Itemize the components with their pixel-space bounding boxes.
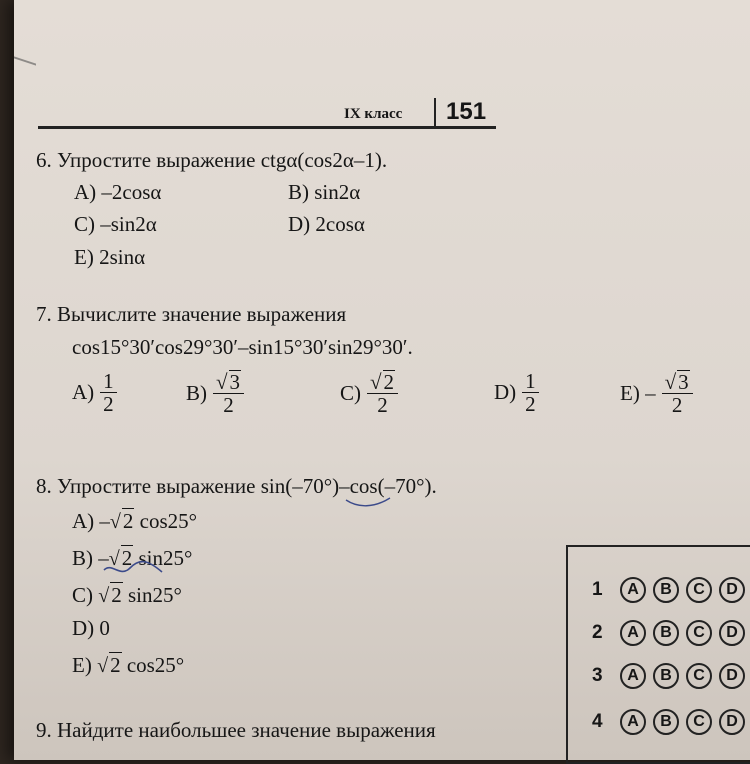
radicand: 2 [121, 546, 133, 570]
q9-question: 9. Найдите наибольшее значение выражения [36, 718, 436, 742]
bubble-b[interactable]: B [653, 577, 679, 603]
answer-row-3 [592, 663, 750, 689]
answer-sheet [566, 545, 750, 764]
option-prefix: E) [72, 653, 98, 677]
fraction [100, 370, 117, 415]
option-letter: B) [186, 380, 207, 405]
bubble-c[interactable]: C [686, 709, 712, 735]
q6-option-d: D) 2cosα [288, 212, 365, 236]
fraction [522, 370, 539, 415]
page-number: 151 [446, 98, 487, 125]
q8-option-a [72, 508, 197, 534]
option-suffix: cos25° [134, 509, 198, 533]
q7-option-b [186, 370, 244, 416]
header-class-label: IX класс [344, 106, 403, 122]
option-suffix: sin25° [122, 583, 182, 607]
numerator [522, 370, 539, 393]
sqrt-symbol: √ [108, 548, 120, 570]
option-prefix: C) [72, 583, 99, 607]
numerator [367, 370, 398, 394]
row-number: 4 [592, 711, 603, 732]
bubble-d[interactable]: D [719, 620, 745, 646]
denominator: 2 [377, 393, 388, 417]
fraction [367, 370, 398, 416]
q8-option-e [72, 652, 184, 678]
bubble-a[interactable]: A [620, 577, 646, 603]
bubble-b[interactable]: B [653, 709, 679, 735]
bubble-c[interactable]: C [686, 620, 712, 646]
row-number: 3 [592, 665, 603, 686]
q7-option-a [72, 370, 117, 415]
numerator [662, 370, 693, 394]
q8-question: 8. Упростите выражение sin(–70°)–cos(–70°). [36, 474, 437, 498]
q6-option-b: B) sin2α [288, 180, 361, 204]
answer-row-2 [592, 620, 750, 646]
option-prefix: A) – [72, 509, 110, 533]
pen-scribble-mark [102, 556, 172, 582]
radicand: 2 [110, 653, 121, 677]
q7-expression: cos15°30′cos29°30′–sin15°30′sin29°30′. [72, 335, 413, 359]
bubble-d[interactable]: D [719, 663, 745, 689]
q6-option-e: E) 2sinα [74, 245, 146, 269]
fraction [213, 370, 244, 416]
radicand: 2 [122, 509, 134, 533]
denominator: 2 [525, 392, 536, 416]
page-edge-mark [14, 56, 36, 95]
bubble-c[interactable]: C [686, 577, 712, 603]
q8-option-d: D) 0 [72, 616, 110, 640]
numerator-value: 1 [103, 369, 114, 393]
option-letter: A) [72, 380, 95, 404]
sqrt-symbol: √ [109, 511, 121, 533]
bubble-a[interactable]: A [620, 663, 646, 689]
numerator-value: 2 [383, 370, 395, 394]
denominator: 2 [103, 392, 114, 416]
option-suffix: cos25° [121, 653, 185, 677]
numerator [100, 370, 117, 393]
bubble-a[interactable]: A [620, 620, 646, 646]
q7-question: 7. Вычислите значение выражения [36, 302, 347, 326]
textbook-page [14, 0, 750, 760]
denominator: 2 [671, 393, 683, 417]
bubble-a[interactable]: A [620, 709, 646, 735]
bubble-c[interactable]: C [686, 663, 712, 689]
bubble-d[interactable]: D [719, 709, 745, 735]
q7-option-d [494, 370, 539, 415]
numerator-value: 3 [678, 370, 689, 394]
fraction [662, 370, 693, 416]
q6-option-c: C) –sin2α [74, 212, 157, 236]
row-number: 1 [592, 579, 603, 600]
bubble-b[interactable]: B [653, 620, 679, 646]
numerator [213, 370, 244, 394]
option-letter: C) [340, 380, 361, 405]
radical-sign: √ [216, 370, 228, 394]
pen-underline-mark [344, 488, 404, 512]
bubble-d[interactable]: D [719, 577, 745, 603]
option-letter: D) [494, 380, 517, 404]
radicand: 2 [111, 583, 122, 607]
option-letter: E) – [620, 380, 656, 405]
bubble-b[interactable]: B [653, 663, 679, 689]
q7-option-c [340, 370, 398, 416]
row-number: 2 [592, 622, 603, 643]
q7-option-e [620, 370, 693, 416]
option-suffix: sin25° [133, 546, 193, 570]
radical-sign: √ [664, 370, 677, 394]
header-divider [434, 98, 436, 128]
header-rule [38, 126, 496, 129]
option-prefix: B) – [72, 546, 109, 570]
radical-sign: √ [370, 370, 382, 394]
numerator-value: 1 [525, 369, 536, 393]
sqrt-symbol: √ [98, 585, 110, 607]
q6-question: 6. Упростите выражение ctgα(cos2α–1). [36, 148, 388, 172]
numerator-value: 3 [229, 370, 241, 394]
answer-row-4 [592, 709, 750, 735]
q6-option-a: A) –2cosα [74, 180, 162, 204]
answer-row-1 [592, 577, 750, 603]
denominator: 2 [223, 393, 234, 417]
q8-option-c [72, 582, 182, 608]
sqrt-symbol: √ [97, 655, 109, 677]
